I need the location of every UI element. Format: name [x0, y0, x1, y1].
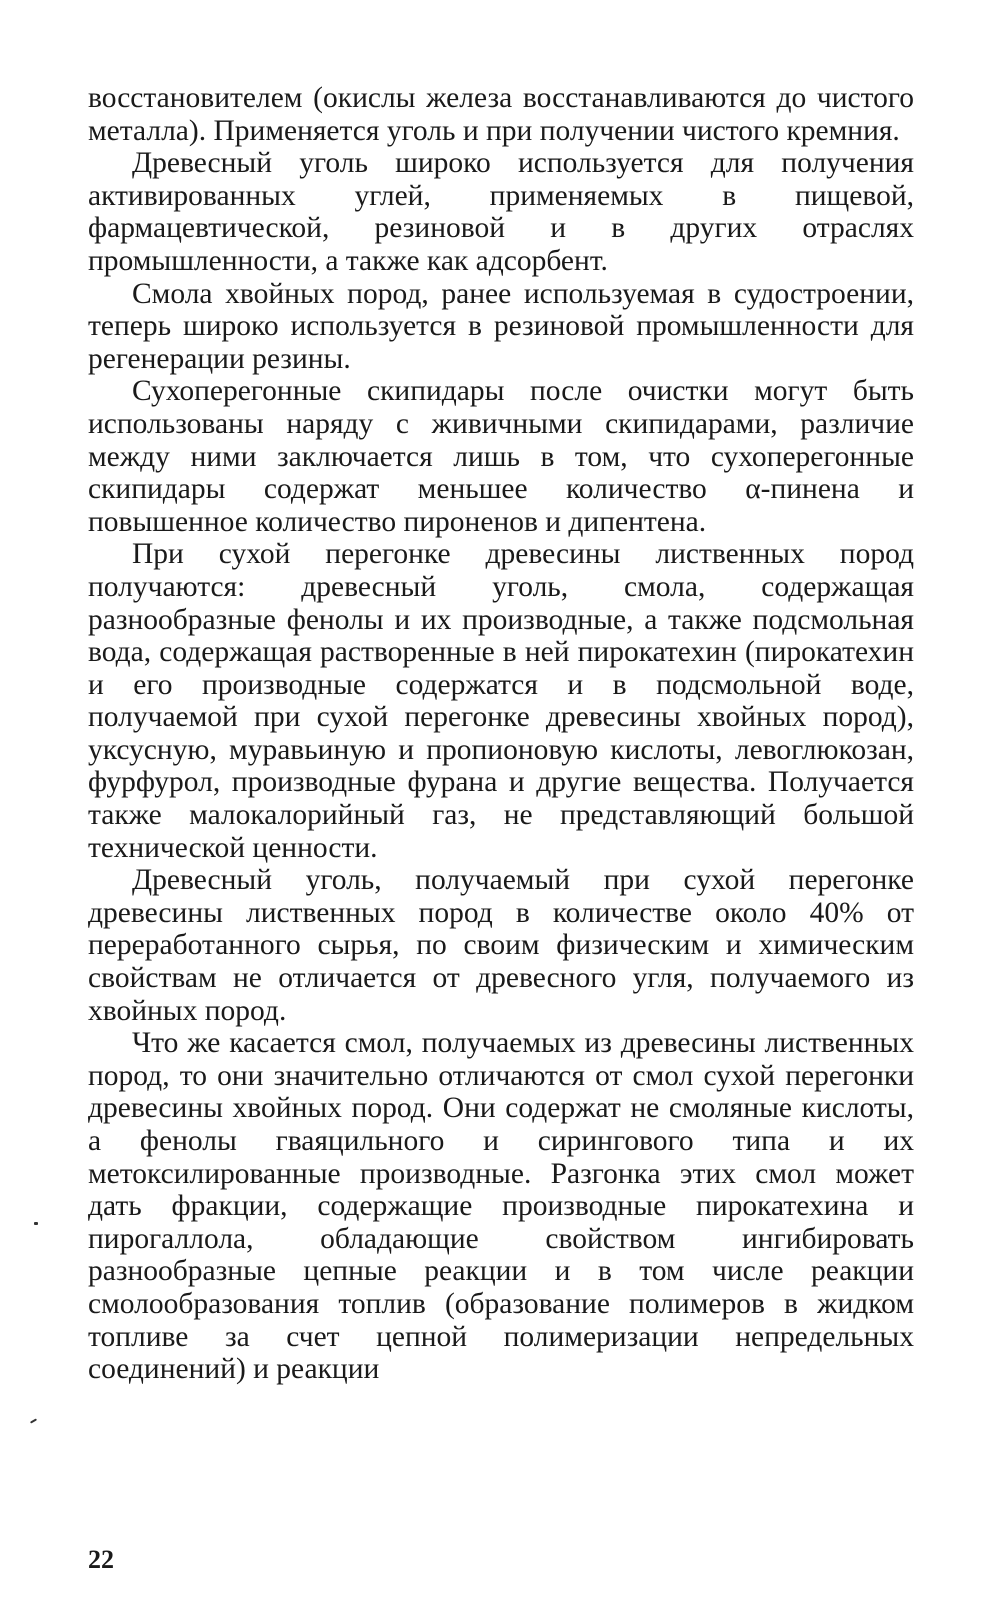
- margin-speck: [30, 1418, 37, 1423]
- paragraph-7: Что же касается смол, получаемых из древесины лиственных пород, то они значительно отличаются от смол сухой перегонки древесины хвойных пород. Они содержат не смоляные кислоты, а фенолы гваяцильного и сирингового типа и их метоксилированные производные. Разгонка этих смол может дать фракции, содержащие производные пирокатехина и пирогаллола, обладающие свойством ингибировать разнообразные цепные реакции и в том числе реакции смолообразования топлив (образование полимеров в жидком топливе за счет цепной полимеризации непредельных соединений) и реакции: [88, 1027, 914, 1386]
- paragraph-2: Древесный уголь широко используется для получения активированных углей, применяемых в пищевой, фармацевтической, резиновой и в других отраслях промышленности, а также как адсорбент.: [88, 147, 914, 277]
- margin-speck: [34, 1222, 38, 1225]
- paragraph-6: Древесный уголь, получаемый при сухой перегонке древесины лиственных пород в количестве около 40% от переработанного сырья, по своим физическим и химическим свойствам не отличается от древесного угля, получаемого из хвойных пород.: [88, 864, 914, 1027]
- paragraph-4: Сухоперегонные скипидары после очистки могут быть использованы наряду с живичными скипидарами, различие между ними заключается лишь в том, что сухоперегонные скипидары содержат меньшее количество α-пинена и повышенное количество пироненов и дипентена.: [88, 375, 914, 538]
- page-number: 22: [88, 1545, 114, 1574]
- paragraph-1: восстановителем (окислы железа восстанавливаются до чистого металла). Применяется уголь и при получении чистого кремния.: [88, 82, 914, 147]
- paragraph-5: При сухой перегонке древесины лиственных пород получаются: древесный уголь, смола, содержащая разнообразные фенолы и их производные, а также подсмольная вода, содержащая растворенные в ней пирокатехин (пирокатехин и его производные содержатся и в подсмольной воде, получаемой при сухой перегонке древесины хвойных пород), уксусную, муравьиную и пропионовую кислоты, левоглюкозан, фурфурол, производные фурана и другие вещества. Получается также малокалорийный газ, не представляющий большой технической ценности.: [88, 538, 914, 864]
- paragraph-3: Смола хвойных пород, ранее используемая в судостроении, теперь широко используется в резиновой промышленности для регенерации резины.: [88, 277, 914, 375]
- page-body: [88, 82, 914, 1386]
